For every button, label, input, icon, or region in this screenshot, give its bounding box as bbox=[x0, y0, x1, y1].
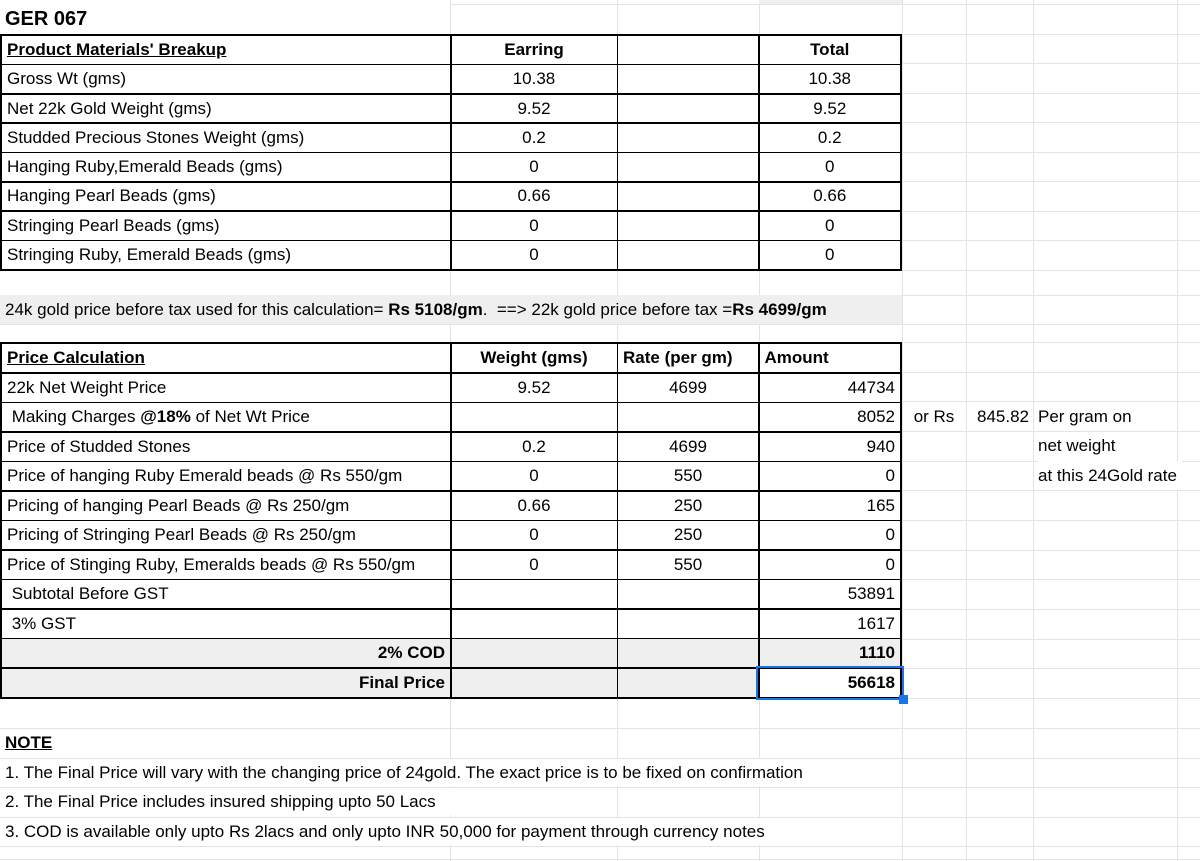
price-amount-value[interactable]: 53891 bbox=[760, 580, 901, 608]
price-weight-value[interactable] bbox=[452, 669, 617, 697]
gold-price-24k-value: Rs 5108/gm bbox=[388, 299, 483, 319]
price-row-label[interactable]: Final Price bbox=[2, 669, 450, 697]
material-earring-value[interactable]: 0.66 bbox=[452, 183, 617, 211]
price-amount-value[interactable]: 44734 bbox=[760, 374, 901, 402]
gold-price-22k-value: Rs 4699/gm bbox=[732, 299, 827, 319]
price-rate-value[interactable]: 550 bbox=[618, 551, 758, 579]
price-rate-value[interactable]: 4699 bbox=[618, 433, 758, 461]
fill-handle[interactable] bbox=[899, 695, 908, 704]
gold-price-text: 24k gold price before tax used for this calculation= bbox=[5, 299, 389, 319]
price-row-label-part: of Net Wt Price bbox=[190, 407, 310, 427]
price-row-label[interactable]: Price of hanging Ruby Emerald beads @ Rs 550/gm bbox=[2, 462, 450, 490]
material-earring-value[interactable]: 0 bbox=[452, 212, 617, 240]
price-row-label[interactable]: Price of Studded Stones bbox=[2, 433, 450, 461]
gold-price-text-2: . ==> 22k gold price before tax = bbox=[482, 299, 733, 319]
price-row-label-part: Making Charges bbox=[7, 407, 141, 427]
material-total-value[interactable]: 9.52 bbox=[760, 95, 901, 123]
or-rs-cell[interactable]: or Rs bbox=[913, 406, 955, 426]
price-amount-value[interactable]: 1110 bbox=[760, 639, 901, 667]
material-earring-value[interactable]: 10.38 bbox=[452, 65, 617, 93]
price-row-label[interactable]: Pricing of Stringing Pearl Beads @ Rs 250/gm bbox=[2, 521, 450, 549]
price-rate-value[interactable] bbox=[618, 610, 758, 638]
material-total-value[interactable]: 0 bbox=[760, 153, 901, 181]
material-total-value[interactable]: 0 bbox=[760, 212, 901, 240]
material-earring-value[interactable]: 0.2 bbox=[452, 124, 617, 152]
per-gram-value-cell[interactable]: 845.82 bbox=[977, 406, 1029, 426]
per-gram-note-line-1[interactable]: Per gram on bbox=[1038, 406, 1132, 426]
gridline bbox=[0, 324, 1200, 325]
price-col-header-amount[interactable]: Amount bbox=[760, 344, 901, 372]
material-earring-value[interactable]: 9.52 bbox=[452, 95, 617, 123]
material-total-value[interactable]: 0.66 bbox=[760, 183, 901, 211]
price-row-label[interactable]: Price of Stinging Ruby, Emeralds beads @ Rs 550/gm bbox=[2, 551, 450, 579]
price-rate-value[interactable] bbox=[618, 639, 758, 667]
material-blank-cell[interactable] bbox=[618, 183, 758, 211]
material-total-value[interactable]: 10.38 bbox=[760, 65, 901, 93]
price-row-label-part: @18% bbox=[140, 407, 191, 427]
material-row-label[interactable]: Hanging Pearl Beads (gms) bbox=[2, 183, 450, 211]
per-gram-note-line-2[interactable]: net weight bbox=[1038, 435, 1116, 455]
price-rate-value[interactable]: 250 bbox=[618, 521, 758, 549]
price-rate-value[interactable] bbox=[618, 669, 758, 697]
price-amount-value[interactable]: 165 bbox=[760, 492, 901, 520]
price-table-title[interactable]: Price Calculation bbox=[2, 344, 450, 372]
gridline bbox=[0, 846, 1200, 847]
price-amount-value[interactable]: 0 bbox=[760, 521, 901, 549]
price-weight-value[interactable]: 0 bbox=[452, 551, 617, 579]
price-weight-value[interactable]: 0 bbox=[452, 521, 617, 549]
material-row-label[interactable]: Stringing Ruby, Emerald Beads (gms) bbox=[2, 241, 450, 269]
price-row-label[interactable]: 22k Net Weight Price bbox=[2, 374, 450, 402]
material-row-label[interactable]: Hanging Ruby,Emerald Beads (gms) bbox=[2, 153, 450, 181]
notes-heading-cell[interactable]: NOTE bbox=[0, 729, 450, 756]
material-row-label[interactable]: Gross Wt (gms) bbox=[2, 65, 450, 93]
price-weight-value[interactable]: 0 bbox=[452, 462, 617, 490]
material-blank-cell[interactable] bbox=[618, 95, 758, 123]
note-item-2[interactable]: 2. The Final Price includes insured shipping upto 50 Lacs bbox=[0, 788, 615, 815]
note-item-3[interactable]: 3. COD is available only upto Rs 2lacs and only upto INR 50,000 for payment through currency notes bbox=[0, 818, 898, 845]
price-weight-value[interactable]: 0.2 bbox=[452, 433, 617, 461]
price-rate-value[interactable]: 550 bbox=[618, 462, 758, 490]
note-item-1[interactable]: 1. The Final Price will vary with the changing price of 24gold. The exact price is to be fixed on confirmation bbox=[0, 759, 898, 786]
product-code: GER 067 bbox=[5, 7, 88, 30]
price-rate-value[interactable]: 4699 bbox=[618, 374, 758, 402]
materials-breakup-table bbox=[0, 34, 902, 271]
price-amount-value[interactable]: 8052 bbox=[760, 403, 901, 431]
price-col-header-weight[interactable]: Weight (gms) bbox=[452, 344, 617, 372]
per-gram-note-line-3[interactable]: at this 24Gold rate bbox=[1038, 461, 1182, 490]
price-row-label[interactable]: Subtotal Before GST bbox=[2, 580, 450, 608]
price-row-label[interactable]: 2% COD bbox=[2, 639, 450, 667]
material-row-label[interactable]: Stringing Pearl Beads (gms) bbox=[2, 212, 450, 240]
gold-price-note-row[interactable] bbox=[0, 295, 902, 324]
price-weight-value[interactable]: 9.52 bbox=[452, 374, 617, 402]
price-rate-value[interactable] bbox=[618, 403, 758, 431]
material-blank-cell[interactable] bbox=[618, 153, 758, 181]
material-blank-cell[interactable] bbox=[618, 65, 758, 93]
price-weight-value[interactable] bbox=[452, 580, 617, 608]
price-row-label[interactable]: Pricing of hanging Pearl Beads @ Rs 250/gm bbox=[2, 492, 450, 520]
price-weight-value[interactable] bbox=[452, 610, 617, 638]
price-col-header-rate[interactable]: Rate (per gm) bbox=[618, 344, 758, 372]
price-rate-value[interactable]: 250 bbox=[618, 492, 758, 520]
material-total-value[interactable]: 0 bbox=[760, 241, 901, 269]
materials-col-header-blank[interactable] bbox=[618, 36, 758, 64]
material-blank-cell[interactable] bbox=[618, 212, 758, 240]
price-rate-value[interactable] bbox=[618, 580, 758, 608]
price-weight-value[interactable]: 0.66 bbox=[452, 492, 617, 520]
gray-cell-fragment[interactable] bbox=[759, 0, 902, 4]
final-price-value-cell[interactable]: 56618 bbox=[760, 669, 901, 697]
material-total-value[interactable]: 0.2 bbox=[760, 124, 901, 152]
material-row-label[interactable]: Studded Precious Stones Weight (gms) bbox=[2, 124, 450, 152]
price-row-label[interactable] bbox=[2, 403, 450, 431]
materials-col-header-total[interactable]: Total bbox=[760, 36, 901, 64]
price-calculation-table bbox=[0, 342, 902, 699]
price-amount-value[interactable]: 1617 bbox=[760, 610, 901, 638]
price-amount-value[interactable]: 940 bbox=[760, 433, 901, 461]
price-row-label[interactable]: 3% GST bbox=[2, 610, 450, 638]
material-blank-cell[interactable] bbox=[618, 124, 758, 152]
materials-table-title[interactable]: Product Materials' Breakup bbox=[2, 36, 450, 64]
material-row-label[interactable]: Net 22k Gold Weight (gms) bbox=[2, 95, 450, 123]
materials-col-header-earring[interactable]: Earring bbox=[452, 36, 617, 64]
price-amount-value[interactable]: 0 bbox=[760, 551, 901, 579]
material-earring-value[interactable]: 0 bbox=[452, 241, 617, 269]
price-weight-value[interactable] bbox=[452, 403, 617, 431]
material-blank-cell[interactable] bbox=[618, 241, 758, 269]
material-earring-value[interactable]: 0 bbox=[452, 153, 617, 181]
gridline bbox=[0, 859, 1200, 860]
product-code-cell[interactable] bbox=[0, 4, 450, 34]
price-amount-value[interactable]: 0 bbox=[760, 462, 901, 490]
price-weight-value[interactable] bbox=[452, 639, 617, 667]
